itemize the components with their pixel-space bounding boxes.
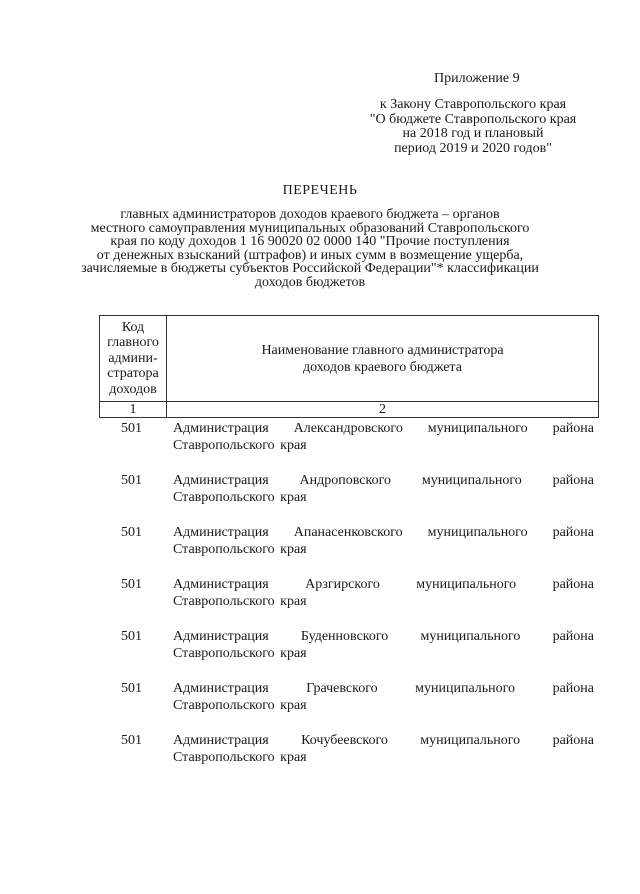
header-code-line: Код (121, 319, 145, 335)
row-name: Администрация Арзгирского муниципального района Ставропольского края (173, 577, 594, 609)
appendix-line: на 2018 год и плановый (402, 126, 544, 141)
row-code: 501 (121, 733, 142, 748)
subtitle-line: от денежных взысканий (штрафов) и иных сумм в возмещение ущерба, (96, 247, 524, 263)
appendix-title: Приложение 9 (434, 71, 520, 86)
document-title: ПЕРЕЧЕНЬ (282, 183, 358, 198)
subtitle-line: главных администраторов доходов краевого бюджета – органов (120, 207, 500, 222)
appendix-reference (360, 98, 586, 156)
row-code: 501 (121, 577, 142, 592)
row-name: Администрация Грачевского муниципального района Ставропольского края (173, 681, 594, 713)
header-code-line: админи- (108, 350, 158, 366)
subtitle-line: местного самоуправления муниципальных образований Ставропольского (90, 220, 530, 236)
subtitle-line: края по коду доходов 1 16 90020 02 0000 140 "Прочие поступления (110, 234, 510, 250)
row-name: Администрация Кочубеевского муниципального района Ставропольского края (173, 733, 594, 765)
header-name-line: Наименование главного администратора (261, 342, 504, 358)
header-code-line: доходов (109, 381, 157, 397)
table-header (99, 315, 599, 418)
appendix-line: период 2019 и 2020 годов" (394, 140, 552, 156)
column-number-2: 2 (167, 402, 599, 418)
appendix-line: к Закону Ставропольского края (379, 97, 567, 112)
appendix-line: "О бюджете Ставропольского края (369, 111, 577, 127)
row-name: Администрация Александровского муниципального района Ставропольского края (173, 421, 594, 453)
row-code: 501 (121, 629, 142, 644)
column-number-1: 1 (100, 402, 167, 418)
column-number-row (100, 402, 599, 418)
header-row (100, 316, 599, 402)
header-code-line: стратора (107, 366, 159, 382)
row-name: Администрация Апанасенковского муниципального района Ставропольского края (173, 525, 594, 557)
subtitle-line: доходов бюджетов (254, 274, 366, 290)
row-code: 501 (121, 421, 142, 436)
row-code: 501 (121, 525, 142, 540)
row-code: 501 (121, 473, 142, 488)
row-name: Администрация Андроповского муниципального района Ставропольского края (173, 473, 594, 505)
header-code-cell (100, 316, 167, 402)
header-name-line: доходов краевого бюджета (303, 359, 462, 375)
document-subtitle (80, 208, 540, 290)
header-name-cell (167, 316, 599, 402)
row-code: 501 (121, 681, 142, 696)
subtitle-line: зачисляемые в бюджеты субъектов Российской Федерации"* классификации (81, 261, 539, 277)
row-name: Администрация Буденновского муниципального района Ставропольского края (173, 629, 594, 661)
header-code-line: главного (107, 335, 159, 351)
